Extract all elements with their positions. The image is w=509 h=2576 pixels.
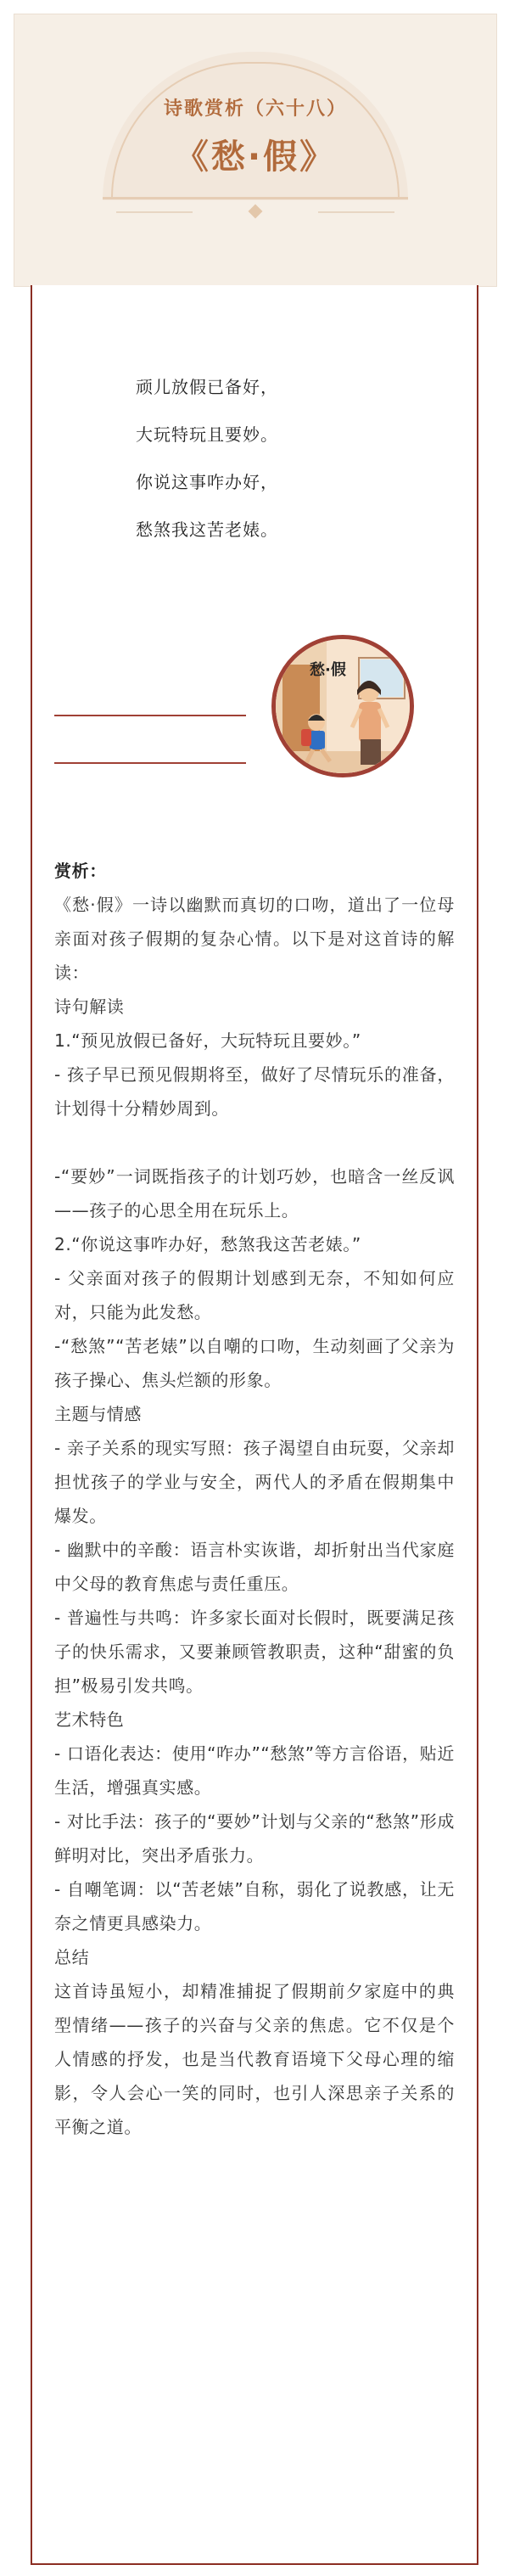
illustration-caption: 愁·假 [310,661,346,679]
analysis-subheading: 艺术特色 [54,1709,125,1730]
analysis-paragraph: 《愁·假》一诗以幽默而真切的口吻，道出了一位母亲面对孩子假期的复杂心情。以下是对这首诗的解读： [54,895,455,983]
analysis-paragraph: - 父亲面对孩子的假期计划感到无奈，不知如何应对，只能为此发愁。 [54,1268,455,1322]
poem-body [136,363,407,553]
analysis-section [54,854,455,2144]
analysis-paragraph: 1.“预见放假已备好，大玩特玩且要妙。” [54,1030,361,1051]
banner-diamond-ornament [249,205,263,219]
divider-line [54,762,246,764]
analysis-subheading: 总结 [54,1947,90,1967]
analysis-subheading: 诗句解读 [54,996,125,1017]
analysis-paragraph: - 亲子关系的现实写照：孩子渴望自由玩耍，父亲却担忧孩子的学业与安全，两代人的矛盾在假期集中爆发。 [54,1438,455,1526]
banner-flourish-left [116,211,193,213]
analysis-paragraph: - 普遍性与共鸣：许多家长面对长假时，既要满足孩子的快乐需求，又要兼顾管教职责，这种“甜蜜的负担”极易引发共鸣。 [54,1608,455,1696]
analysis-paragraph: 这首诗虽短小，却精准捕捉了假期前夕家庭中的典型情绪——孩子的兴奋与父亲的焦虑。它不仅是个人情感的抒发，也是当代教育语境下父母心理的缩影，令人会心一笑的同时，也引人深思亲子关系的平衡之道。 [54,1981,455,2137]
analysis-paragraph: - 对比手法：孩子的“要妙”计划与父亲的“愁煞”形成鲜明对比，突出矛盾张力。 [54,1811,455,1866]
series-title: 诗歌赏析（六十八） [163,98,347,120]
analysis-paragraph: -“要妙”一词既指孩子的计划巧妙，也暗含一丝反讽——孩子的心思全用在玩乐上。 [54,1166,455,1221]
banner-flourish-right [318,211,394,213]
illustration-parent-child [271,635,414,777]
poem-line: 你说这事咋办好， [136,472,278,492]
analysis-paragraph: 2.“你说这事咋办好，愁煞我这苦老婊。” [54,1234,361,1254]
analysis-paragraph: - 口语化表达：使用“咋办”“愁煞”等方言俗语，贴近生活，增强真实感。 [54,1743,455,1798]
title-banner [14,14,497,287]
banner-baseline [103,197,408,199]
analysis-paragraph: -“愁煞”“苦老婊”以自嘲的口吻，生动刻画了父亲为孩子操心、焦头烂额的形象。 [54,1336,455,1390]
poem-line: 大玩特玩且要妙。 [136,424,278,445]
analysis-blank-line [54,1125,455,1159]
poem-line: 顽儿放假已备好， [136,377,278,397]
poem-title: 《愁·假》 [174,137,337,177]
analysis-subheading: 主题与情感 [54,1404,142,1424]
analysis-paragraph: - 自嘲笔调：以“苦老婊”自称，弱化了说教感，让无奈之情更具感染力。 [54,1879,455,1933]
analysis-paragraph: - 幽默中的辛酸：语言朴实诙谐，却折射出当代家庭中父母的教育焦虑与责任重压。 [54,1540,455,1594]
analysis-heading: 赏析： [54,861,107,881]
analysis-paragraph: - 孩子早已预见假期将至，做好了尽情玩乐的准备，计划得十分精妙周到。 [54,1064,455,1119]
divider-line [54,715,246,716]
poem-line: 愁煞我这苦老婊。 [136,519,278,540]
